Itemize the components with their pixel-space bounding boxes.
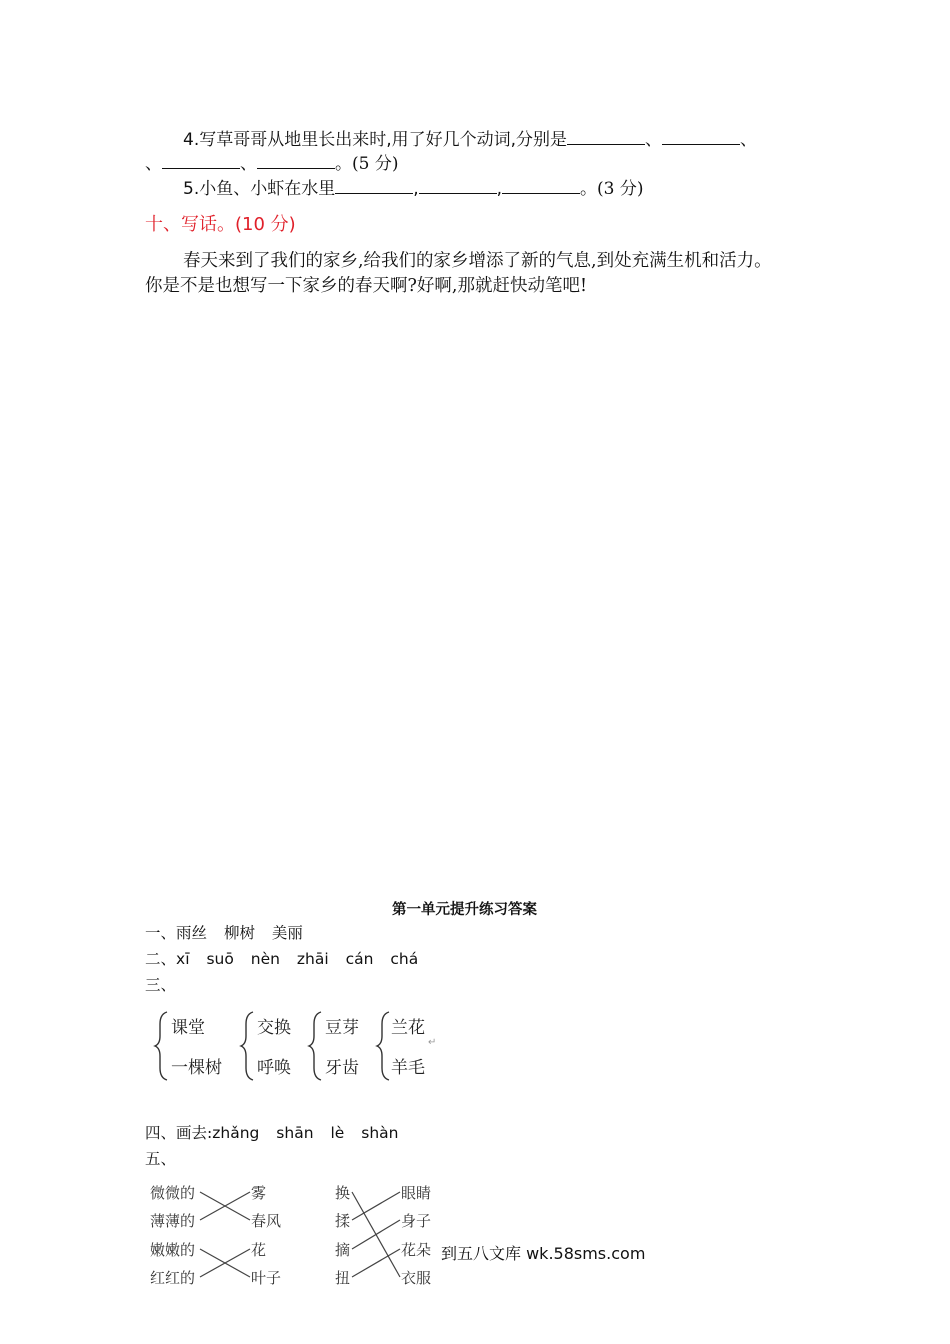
group-1-bottom: 一棵树 bbox=[171, 1058, 222, 1078]
pinyin: shàn bbox=[361, 1124, 399, 1142]
right-target: 身子 bbox=[401, 1212, 432, 1230]
q4-text: 4.写草哥哥从地里长出来时,用了好几个动词,分别是 bbox=[183, 130, 568, 150]
pinyin: lè bbox=[330, 1124, 345, 1142]
left-target: 春风 bbox=[251, 1212, 282, 1230]
right-word: 揉 bbox=[335, 1212, 351, 1230]
right-target: 花朵 bbox=[401, 1241, 432, 1259]
writing-prompt-line-2: 你是不是也想写一下家乡的春天啊?好啊,那就赶快动笔吧! bbox=[145, 276, 587, 296]
pinyin: chá bbox=[390, 950, 419, 968]
answer-1-item: 美丽 bbox=[271, 924, 303, 942]
right-word: 摘 bbox=[335, 1241, 351, 1259]
right-word: 换 bbox=[335, 1184, 351, 1202]
pinyin: zhāi bbox=[296, 950, 329, 968]
group-2-top: 交换 bbox=[257, 1018, 291, 1038]
pinyin: cán bbox=[345, 950, 374, 968]
q4-line1: 4.写草哥哥从地里长出来时,用了好几个动词,分别是 、 、 bbox=[183, 127, 757, 151]
paragraph-mark-icon: ↵ bbox=[428, 1037, 437, 1048]
answer-1-item: 雨丝 bbox=[176, 924, 208, 942]
pinyin: suō bbox=[206, 950, 234, 968]
answer-1-item: 柳树 bbox=[223, 924, 255, 942]
match-line bbox=[352, 1192, 400, 1220]
right-word: 扭 bbox=[335, 1269, 351, 1287]
group-3-bottom: 牙齿 bbox=[325, 1058, 359, 1078]
watermark: 到五八文库 wk.58sms.com bbox=[441, 1244, 646, 1263]
left-word: 红红的 bbox=[150, 1269, 196, 1287]
answer-5-label: 五、 bbox=[145, 1150, 177, 1168]
answer-1: 一、雨丝 柳树 美丽 bbox=[145, 924, 303, 942]
left-target: 雾 bbox=[251, 1184, 267, 1202]
group-3-top: 豆芽 bbox=[325, 1018, 359, 1038]
pinyin: xī bbox=[176, 950, 190, 968]
match-line bbox=[352, 1220, 400, 1249]
right-target: 眼睛 bbox=[401, 1184, 432, 1202]
right-target: 衣服 bbox=[401, 1269, 432, 1287]
section-10-title: 十、写话。(10 分) bbox=[145, 214, 296, 235]
left-word: 嫩嫩的 bbox=[150, 1241, 196, 1259]
pinyin: zhǎng bbox=[212, 1124, 260, 1142]
answer-4: 四、画去:zhǎng shān lè shàn bbox=[145, 1124, 399, 1142]
answer-3-label: 三、 bbox=[145, 976, 177, 994]
group-4-bottom: 羊毛 bbox=[391, 1058, 425, 1078]
q5-text: 5.小鱼、小虾在水里 bbox=[183, 179, 336, 199]
left-target: 花 bbox=[251, 1241, 267, 1259]
pinyin: shān bbox=[276, 1124, 314, 1142]
writing-prompt-line-1: 春天来到了我们的家乡,给我们的家乡增添了新的气息,到处充满生机和活力。 bbox=[183, 251, 772, 271]
left-target: 叶子 bbox=[251, 1269, 282, 1287]
answer-2: 二、xī suō nèn zhāi cán chá bbox=[145, 950, 419, 968]
group-2-bottom: 呼唤 bbox=[257, 1058, 291, 1078]
match-line bbox=[352, 1249, 400, 1277]
left-word: 微微的 bbox=[150, 1184, 196, 1202]
group-4-top: 兰花 bbox=[391, 1018, 425, 1038]
answers-title: 第一单元提升练习答案 bbox=[392, 902, 537, 918]
pinyin: nèn bbox=[250, 950, 280, 968]
q4-line2: 、 、 。(5 分) bbox=[145, 151, 398, 175]
q5-line: 5.小鱼、小虾在水里 , , 。(3 分) bbox=[183, 176, 644, 200]
left-word: 薄薄的 bbox=[150, 1212, 196, 1230]
group-1-top: 课堂 bbox=[171, 1018, 205, 1038]
